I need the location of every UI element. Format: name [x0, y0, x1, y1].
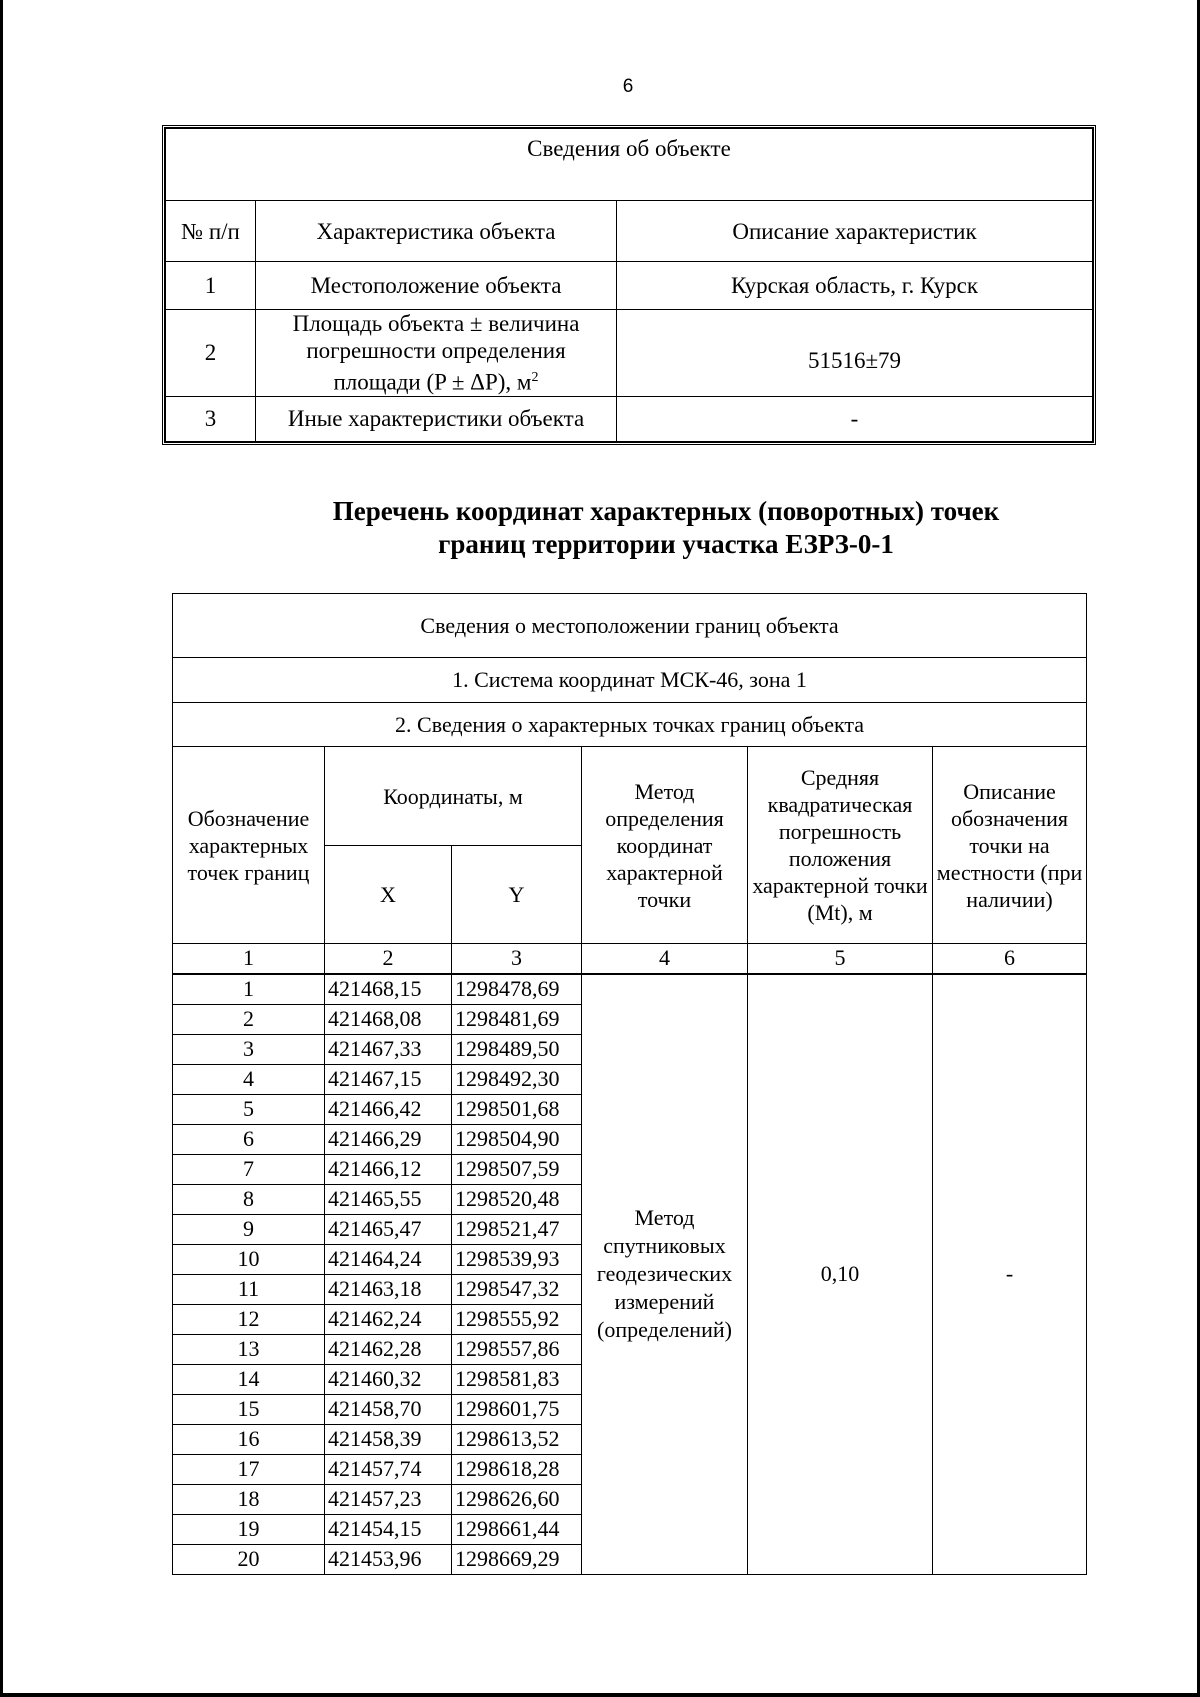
point-y: 1298478,69: [452, 974, 582, 1005]
coordinates-heading: [260, 495, 1072, 561]
point-y: 1298504,90: [452, 1124, 582, 1154]
point-x: 421457,74: [325, 1454, 452, 1484]
point-number: 15: [173, 1394, 325, 1424]
point-number: 11: [173, 1274, 325, 1304]
point-number: 13: [173, 1334, 325, 1364]
page-number: 6: [622, 76, 634, 97]
point-y: 1298507,59: [452, 1154, 582, 1184]
point-y: 1298539,93: [452, 1244, 582, 1274]
point-x: 421453,96: [325, 1544, 452, 1574]
point-x: 421454,15: [325, 1514, 452, 1544]
point-number: 1: [173, 974, 325, 1005]
row-num: 2: [166, 310, 256, 397]
point-x: 421468,08: [325, 1004, 452, 1034]
area-line: площади (P ± ΔP), м: [333, 369, 532, 395]
point-x: 421467,15: [325, 1064, 452, 1094]
point-row: [173, 974, 1087, 1005]
area-unit-superscript: 2: [531, 370, 539, 385]
row-characteristic: [256, 310, 617, 397]
scan-edge-left: [0, 0, 3, 1697]
coord-system: 1. Система координат МСК-46, зона 1: [173, 658, 1087, 703]
point-number: 16: [173, 1424, 325, 1454]
description-value: -: [933, 974, 1087, 1575]
point-y: 1298489,50: [452, 1034, 582, 1064]
heading-line-2: границ территории участка ЕЗРЗ-0-1: [438, 529, 894, 559]
point-number: 6: [173, 1124, 325, 1154]
point-y: 1298601,75: [452, 1394, 582, 1424]
col-error: Средняя квадратическая погрешность положения характерной точки (Mt), м: [748, 747, 933, 944]
point-y: 1298501,68: [452, 1094, 582, 1124]
point-number: 18: [173, 1484, 325, 1514]
col-y: Y: [452, 846, 582, 944]
point-y: 1298521,47: [452, 1214, 582, 1244]
points-title: 2. Сведения о характерных точках границ объекта: [173, 703, 1087, 747]
col-number: 6: [933, 944, 1087, 974]
header-num: № п/п: [166, 201, 256, 262]
point-y: 1298481,69: [452, 1004, 582, 1034]
boundary-points-table: [172, 593, 1087, 1575]
col-number: 5: [748, 944, 933, 974]
point-x: 421466,29: [325, 1124, 452, 1154]
point-y: 1298669,29: [452, 1544, 582, 1574]
point-number: 9: [173, 1214, 325, 1244]
point-x: 421466,12: [325, 1154, 452, 1184]
point-y: 1298555,92: [452, 1304, 582, 1334]
area-line: Площадь объекта ± величина: [292, 311, 580, 336]
point-x: 421457,23: [325, 1484, 452, 1514]
point-y: 1298581,83: [452, 1364, 582, 1394]
scan-edge-bottom: [0, 1693, 1200, 1697]
point-number: 10: [173, 1244, 325, 1274]
point-y: 1298492,30: [452, 1064, 582, 1094]
col-x: X: [325, 846, 452, 944]
point-y: 1298618,28: [452, 1454, 582, 1484]
col-number: 1: [173, 944, 325, 974]
point-x: 421462,28: [325, 1334, 452, 1364]
point-number: 8: [173, 1184, 325, 1214]
point-number: 3: [173, 1034, 325, 1064]
object-info-title: Сведения об объекте: [166, 129, 1093, 201]
point-x: 421458,70: [325, 1394, 452, 1424]
heading-line-1: Перечень координат характерных (поворотных) точек: [332, 496, 1000, 526]
row-num: 3: [166, 396, 256, 441]
row-description: 51516±79: [617, 310, 1093, 397]
point-x: 421462,24: [325, 1304, 452, 1334]
point-y: 1298557,86: [452, 1334, 582, 1364]
point-number: 4: [173, 1064, 325, 1094]
row-characteristic: Иные характеристики объекта: [256, 396, 617, 441]
point-number: 5: [173, 1094, 325, 1124]
point-x: 421465,55: [325, 1184, 452, 1214]
row-num: 1: [166, 262, 256, 310]
point-x: 421460,32: [325, 1364, 452, 1394]
point-number: 14: [173, 1364, 325, 1394]
row-description: -: [617, 396, 1093, 441]
row-characteristic: Местоположение объекта: [256, 262, 617, 310]
point-number: 2: [173, 1004, 325, 1034]
point-x: 421468,15: [325, 974, 452, 1005]
point-number: 20: [173, 1544, 325, 1574]
point-y: 1298661,44: [452, 1514, 582, 1544]
object-info-table: [165, 128, 1093, 442]
col-number: 3: [452, 944, 582, 974]
header-characteristic: Характеристика объекта: [256, 201, 617, 262]
method-value: Метод спутниковых геодезических измерений (определений): [582, 974, 748, 1575]
point-x: 421467,33: [325, 1034, 452, 1064]
col-coords: Координаты, м: [325, 747, 582, 846]
col-number: 4: [582, 944, 748, 974]
header-description: Описание характеристик: [617, 201, 1093, 262]
error-value: 0,10: [748, 974, 933, 1575]
point-x: 421464,24: [325, 1244, 452, 1274]
point-number: 7: [173, 1154, 325, 1184]
point-number: 17: [173, 1454, 325, 1484]
col-description: Описание обозначения точки на местности (при наличии): [933, 747, 1087, 944]
point-y: 1298520,48: [452, 1184, 582, 1214]
point-y: 1298626,60: [452, 1484, 582, 1514]
point-x: 421466,42: [325, 1094, 452, 1124]
col-method: Метод определения координат характерной точки: [582, 747, 748, 944]
col-designation: Обозначение характерных точек границ: [173, 747, 325, 944]
point-x: 421465,47: [325, 1214, 452, 1244]
point-number: 19: [173, 1514, 325, 1544]
boundary-title: Сведения о местоположении границ объекта: [173, 594, 1087, 658]
point-x: 421463,18: [325, 1274, 452, 1304]
point-y: 1298547,32: [452, 1274, 582, 1304]
row-description: Курская область, г. Курск: [617, 262, 1093, 310]
point-y: 1298613,52: [452, 1424, 582, 1454]
point-x: 421458,39: [325, 1424, 452, 1454]
point-number: 12: [173, 1304, 325, 1334]
area-line: погрешности определения: [306, 338, 566, 363]
col-number: 2: [325, 944, 452, 974]
